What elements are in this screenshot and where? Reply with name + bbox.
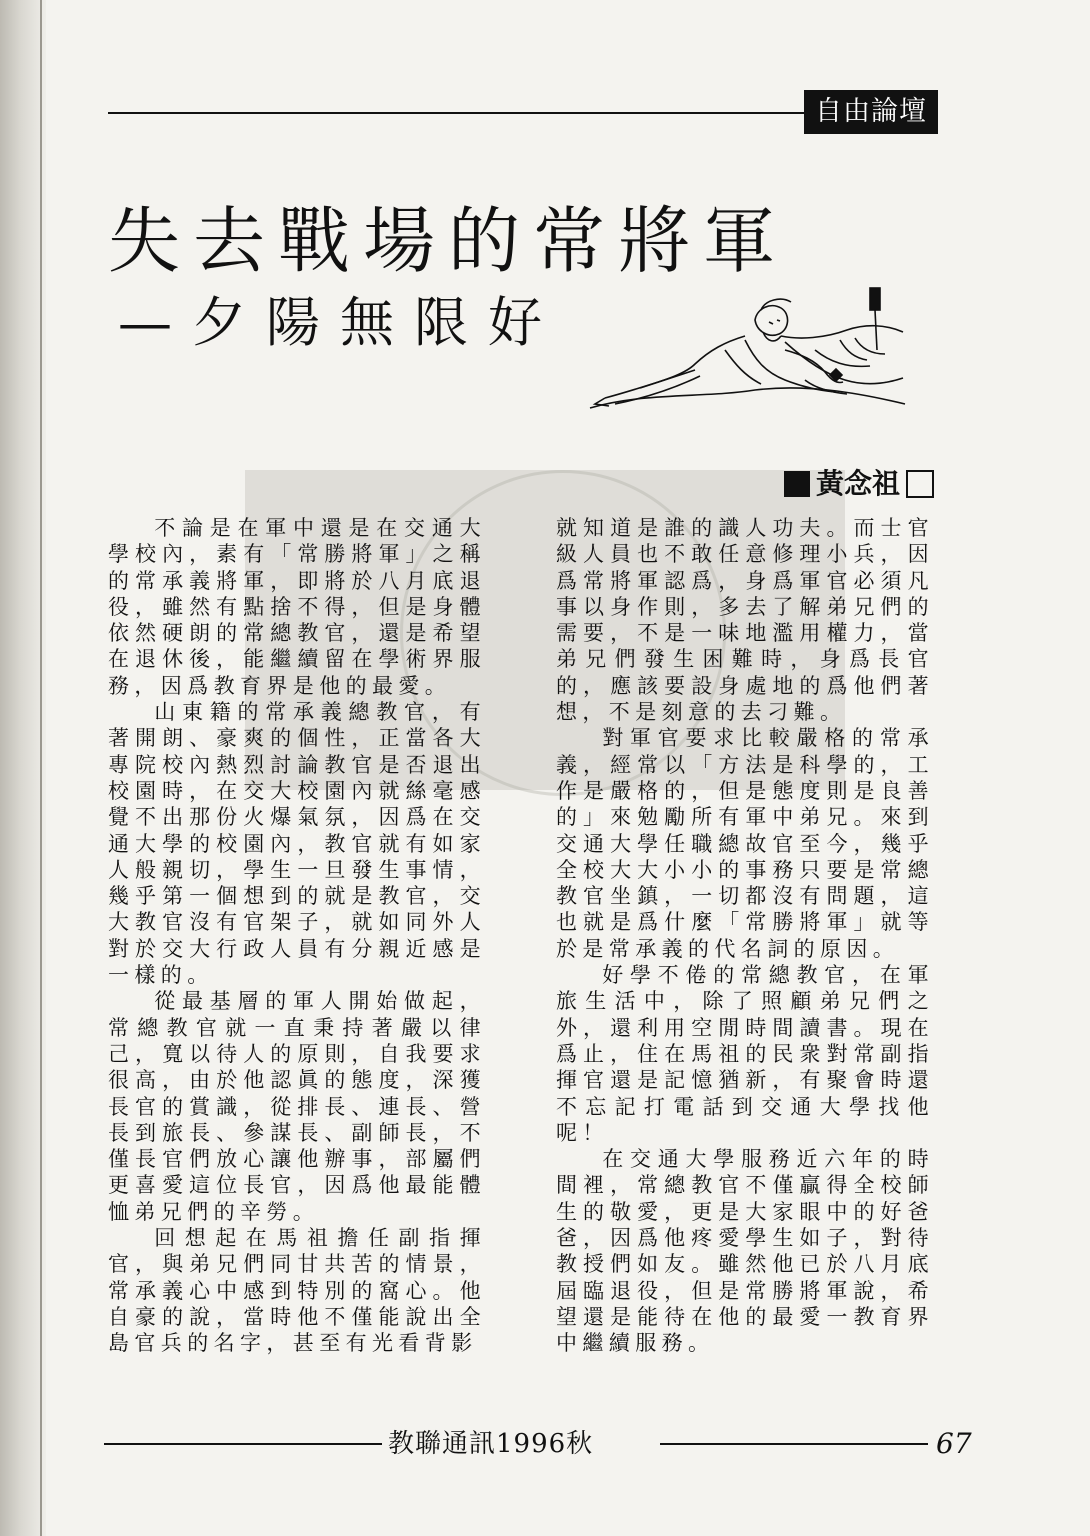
author-name: 黃念祖 — [815, 467, 900, 500]
header-rule — [108, 112, 808, 114]
paragraph: 在交通大學服務近六年的時間裡，常總教官不僅贏得全校師生的敬愛，更是大家眼中的好爸爸，因爲他疼愛學生如子，對待教授們如友。雖然他已於八月底屆臨退役，但是常勝將軍說，希望還是能待在他的最愛一教育界中繼續服務。 — [556, 1147, 934, 1356]
article-title: 失去戰場的常將軍 — [108, 199, 789, 283]
footer-publication: 教聯通訊1996秋 — [388, 1429, 594, 1459]
footer-rule-right — [660, 1443, 928, 1445]
paragraph: 回想起在馬祖擔任副指揮官，與弟兄們同甘共苦的情景，常承義心中感到特別的窩心。他自豪的說，當時他不僅能說出全島官兵的名字，甚至有光看背影 — [108, 1226, 486, 1356]
paragraph-continued: 就知道是誰的識人功夫。而士官級人員也不敢任意修理小兵，因爲常將軍認爲，身爲軍官必須凡事以身作則，多去了解弟兄們的需要，不是一味地濫用權力，當弟兄們發生困難時，身爲長官的，應該要設身處地的爲他們著想，不是刻意的去刁難。 — [556, 516, 934, 725]
article-subtitle: —夕陽無限好 — [118, 291, 562, 354]
section-tag: 自由論壇 — [804, 90, 938, 134]
paragraph: 好學不倦的常總教官，在軍旅生活中，除了照顧弟兄們之外，還利用空閒時間讀書。現在爲止，住在馬祖的民衆對常副指揮官還是記憶猶新，有聚會時還不忘記打電話到交通大學找他呢！ — [556, 963, 934, 1145]
page-fold-line — [40, 0, 42, 1536]
page-number: 67 — [936, 1427, 972, 1460]
paragraph: 對軍官要求比較嚴格的常承義，經常以「方法是科學的，工作是嚴格的，但是態度則是良善的」來勉勵所有軍中弟兄。來到交通大學任職總故官至今，幾乎全校大大小小的事務只要是常總教官坐鎮，一切都沒有問題，這也就是爲什麼「常勝將軍」就等於是常承義的代名詞的原因。 — [556, 726, 934, 961]
article-column-right — [556, 515, 934, 1357]
byline — [784, 466, 934, 502]
article-column-left — [108, 515, 486, 1357]
black-square-icon — [784, 471, 810, 497]
paragraph: 從最基層的軍人開始做起，常總教官就一直秉持著嚴以律己，寬以待人的原則，自我要求很高，由於他認眞的態度，深獲長官的賞識，從排長、連長、營長到旅長、參謀長、副師長，不僅長官們放心讓他辦事，部屬們更喜愛這位長官，因爲他最能體恤弟兄們的辛勞。 — [108, 989, 486, 1224]
paragraph: 不論是在軍中還是在交通大學校內，素有「常勝將軍」之稱的常承義將軍，即將於八月底退役，雖然有點捨不得，但是身體依然硬朗的常總教官，還是希望在退休後，能繼續留在學術界服務，因爲教育界是他的最愛。 — [108, 516, 486, 698]
white-square-icon — [906, 470, 934, 498]
footer-rule-left — [104, 1443, 382, 1445]
reclining-general-illustration — [585, 280, 915, 420]
paragraph: 山東籍的常承義總教官，有著開朗、豪爽的個性，正當各大專院校內熱烈討論教官是否退出校園時，在交大校園內就絲毫感覺不出那份火爆氣氛，因爲在交通大學的校園內，教官就有如家人般親切，學生一旦發生事情，幾乎第一個想到的就是教官，交大教官沒有官架子，就如同外人對於交大行政人員有分親近感是一樣的。 — [108, 700, 486, 988]
